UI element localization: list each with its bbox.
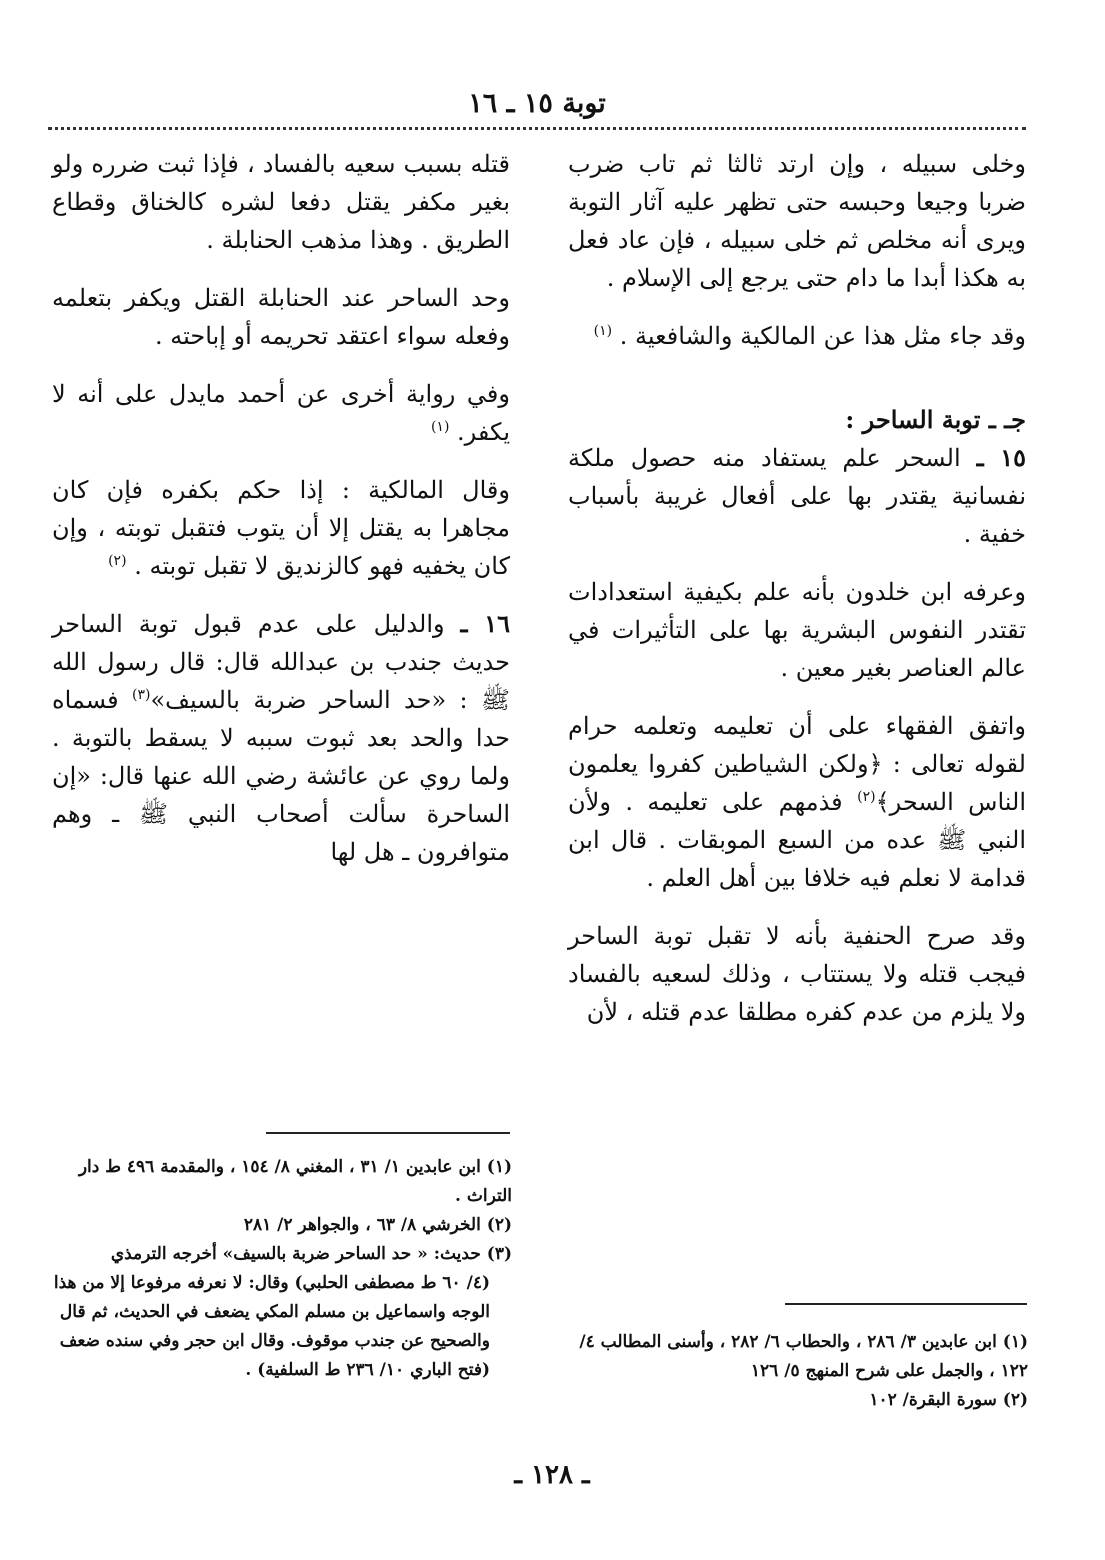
section-heading: جـ ـ توبة الساحر : xyxy=(845,405,1026,434)
paragraph xyxy=(52,471,510,585)
paragraph-number: ١٥ ـ xyxy=(976,443,1026,472)
paragraph-text: والدليل على عدم قبول توبة الساحر حديث جندب بن عبدالله قال: قال رسول الله ﷺ : «حد الساحر ضربة بالسيف» xyxy=(52,610,510,714)
header-divider xyxy=(48,127,1026,130)
page-header-title: توبة ١٥ ـ ١٦ xyxy=(468,88,606,119)
paragraph-text: وفي رواية أخرى عن أحمد مايدل على أنه لا يكفر. xyxy=(52,380,510,446)
paragraph-number: ١٦ ـ xyxy=(460,609,510,638)
footnote: (١) ابن عابدين ١/ ٣١ ، المغني ٨/ ١٥٤ ، والمقدمة ٤٩٦ ط دار التراث . xyxy=(78,1157,512,1206)
paragraph: وقد صرح الحنفية بأنه لا تقبل توبة الساحر فيجب قتله ولا يستتاب ، وذلك لسعيه بالفساد ولا يلزم من عدم كفره مطلقا عدم قتله ، لأن xyxy=(568,922,1026,1026)
paragraph: قتله بسبب سعيه بالفساد ، فإذا ثبت ضرره ولو بغير مكفر يقتل دفعا لشره كالخناق وقطاع الطريق . وهذا مذهب الحنابلة . xyxy=(52,150,510,254)
footnotes-left xyxy=(52,1153,512,1385)
paragraph: وعرفه ابن خلدون بأنه علم بكيفية استعدادات تقتدر النفوس البشرية بها على التأثيرات في عالم العناصر بغير معين . xyxy=(568,578,1026,682)
footnote-ref: (١) xyxy=(430,419,450,435)
footnote-ref: (١) xyxy=(593,323,613,339)
footnotes-right xyxy=(568,1328,1028,1415)
footnote: (٢) الخرشي ٨/ ٦٣ ، والجواهر ٢/ ٢٨١ xyxy=(243,1215,512,1235)
footnote: (٢) سورة البقرة/ ١٠٢ xyxy=(869,1390,1028,1410)
footnote: (٣) حديث: « حد الساحر ضربة بالسيف» أخرجه الترمذي xyxy=(110,1244,512,1264)
footnote-ref: (٣) xyxy=(132,687,151,703)
paragraph: وخلى سبيله ، وإن ارتد ثالثا ثم تاب ضرب ضربا وجيعا وحبسه حتى تظهر عليه آثار التوبة ويرى أنه مخلص ثم خلى سبيله ، فإن عاد فعل به هكذا أبدا ما دام حتى يرجع إلى الإسلام . xyxy=(568,150,1026,292)
right-column xyxy=(568,145,1026,1051)
paragraph-15 xyxy=(568,439,1026,553)
footnote-ref: (٢) xyxy=(857,789,876,805)
page-number: ـ ١٢٨ ـ xyxy=(514,1460,590,1490)
footnote-divider xyxy=(266,1132,510,1134)
paragraph xyxy=(568,707,1026,897)
paragraph-text: فسماه حدا والحد بعد ثبوت سببه لا يسقط بالتوبة . ولما روي عن عائشة رضي الله عنها قال: «إن الساحرة سألت أصحاب النبي ﷺ ـ وهم متوافرون ـ هل لها xyxy=(52,686,510,866)
paragraph xyxy=(568,317,1026,355)
paragraph-text: وقد جاء مثل هذا عن المالكية والشافعية . xyxy=(619,322,1026,350)
paragraph-text: وقال المالكية : إذا حكم بكفره فإن كان مجاهرا به يقتل إلا أن يتوب فتقبل توبته ، وإن كان يخفيه فهو كالزنديق لا تقبل توبته . xyxy=(52,476,510,580)
footnote-ref: (٢) xyxy=(108,553,127,569)
footnote-continuation: (٤/ ٦٠ ط مصطفى الحلبي) وقال: لا نعرفه مرفوعا إلا من هذا الوجه واسماعيل بن مسلم المكي يضعف في الحديث، ثم قال والصحيح عن جندب موقوف. وقال ابن حجر وفي سنده ضعف (فتح الباري ١٠/ ٢٣٦ ط السلفية) . xyxy=(53,1273,490,1380)
paragraph-16 xyxy=(52,605,510,871)
paragraph xyxy=(52,375,510,451)
paragraph: وحد الساحر عند الحنابلة القتل ويكفر بتعلمه وفعله سواء اعتقد تحريمه أو إباحته . xyxy=(52,284,510,350)
footnote-divider xyxy=(785,1303,1027,1305)
paragraph-text: السحر علم يستفاد منه حصول ملكة نفسانية يقتدر بها على أفعال غريبة بأسباب خفية . xyxy=(568,444,1026,548)
left-column xyxy=(52,145,510,891)
paragraph-text: واتفق الفقهاء على أن تعليمه وتعلمه حرام لقوله تعالى : ﴿ولكن الشياطين كفروا يعلمون الناس السحر﴾ xyxy=(568,712,1027,816)
paragraph-text: فذمهم على تعليمه . ولأن النبي ﷺ عده من السبع الموبقات . قال ابن قدامة لا نعلم فيه خلافا بين أهل العلم . xyxy=(568,788,1026,892)
footnote: (١) ابن عابدين ٣/ ٢٨٦ ، والحطاب ٦/ ٢٨٢ ، وأسنى المطالب ٤/ ١٢٢ ، والجمل على شرح المنهج ٥/ ١٢٦ xyxy=(579,1332,1028,1381)
